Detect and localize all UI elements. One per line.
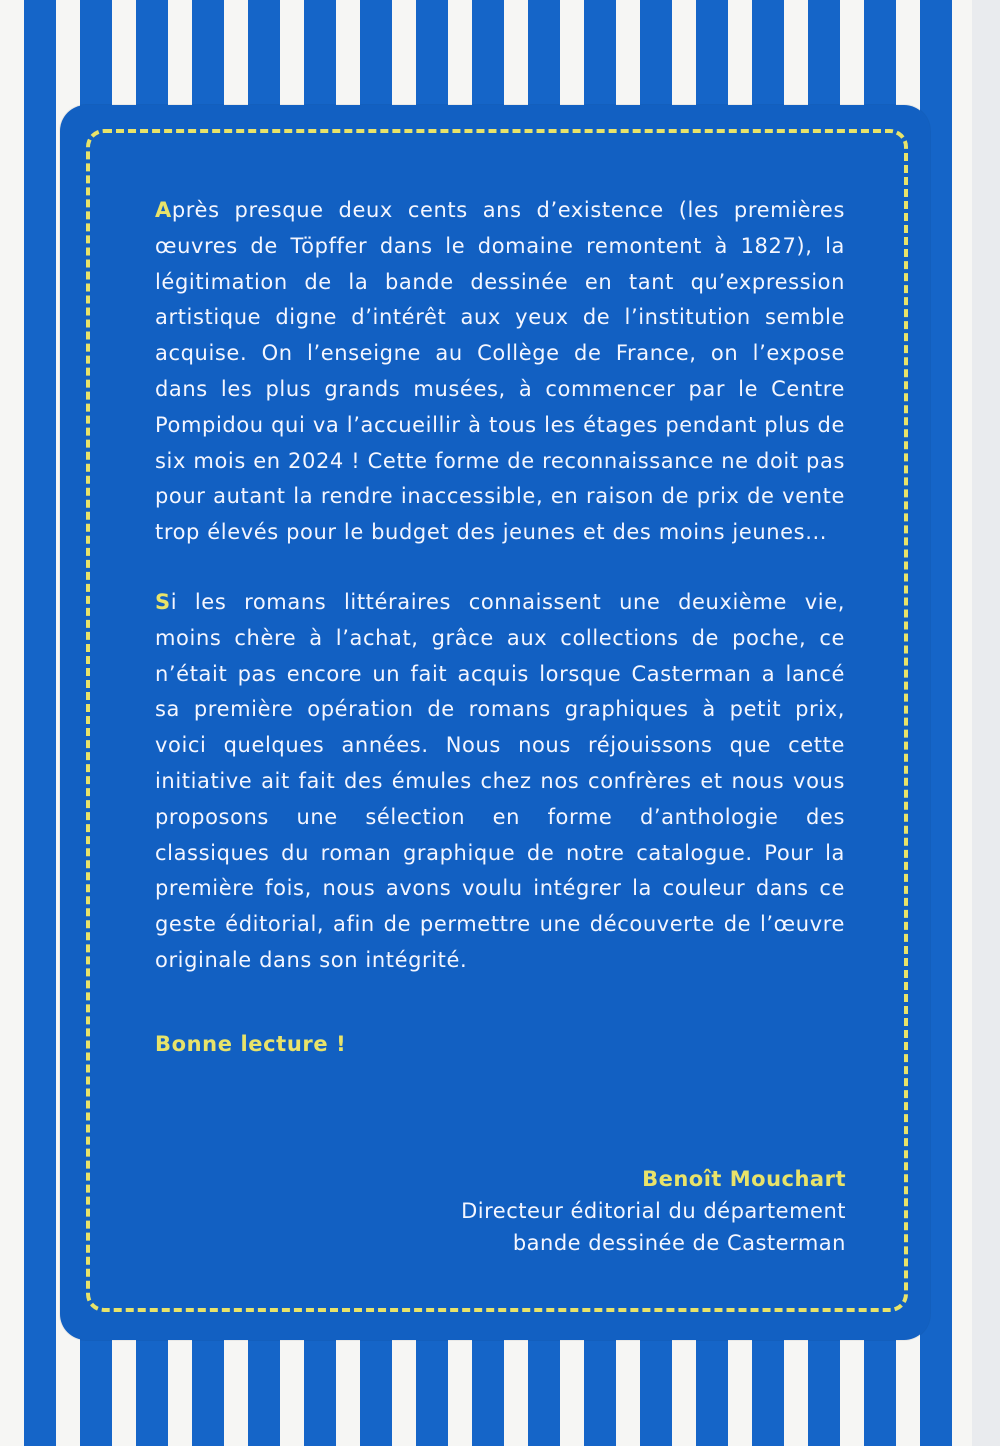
paragraph-one-text: près presque deux cents ans d’existence (les premières œuvres de Töpffer dans le domaine remontent à 1827), la légitimation de la bande dessinée en tant qu’expression artistique digne d’intérêt aux yeux de l’institution semble acquise. On l’enseigne au Collège de France, on l’expose dans les plus grands musées, à commencer par le Centre Pompidou qui va l’accueillir à tous les étages pendant plus de six mois en 2024 ! Cette forme de reconnaissance ne doit pas pour autant la rendre inaccessible, en raison de prix de vente trop élevés pour le budget des jeunes et des moins jeunes... [155, 198, 845, 545]
editorial-text [155, 193, 845, 1097]
paragraph-two-initial: S [155, 589, 171, 614]
author-title-line-2: bande dessinée de Casterman [512, 1231, 846, 1255]
paragraph-two-text: i les romans littéraires connaissent une deuxième vie, moins chère à l’achat, grâce aux collections de poche, ce n’était pas encore un fait acquis lorsque Casterman a lancé sa première opération de romans graphiques à petit prix, voici quelques années. Nous nous réjouissons que cette initiative ait fait des émules chez nos confrères et nous vous proposons une sélection en forme d’anthologie des classiques du roman graphique de notre catalogue. Pour la première fois, nous avons voulu intégrer la couleur dans ce geste éditorial, afin de permettre une découverte de l’œuvre originale dans son intégrité. [155, 589, 845, 972]
text-panel [60, 105, 930, 1340]
page-edge [972, 0, 1000, 1446]
signature-block [461, 1163, 846, 1259]
paragraph-one-initial: A [155, 198, 172, 222]
paragraph-one [155, 193, 845, 551]
author-title-line-1: Directeur éditorial du département [461, 1199, 846, 1223]
author-name: Benoît Mouchart [642, 1167, 846, 1191]
paragraph-two [155, 585, 845, 979]
closing-line: Bonne lecture ! [155, 1031, 347, 1056]
